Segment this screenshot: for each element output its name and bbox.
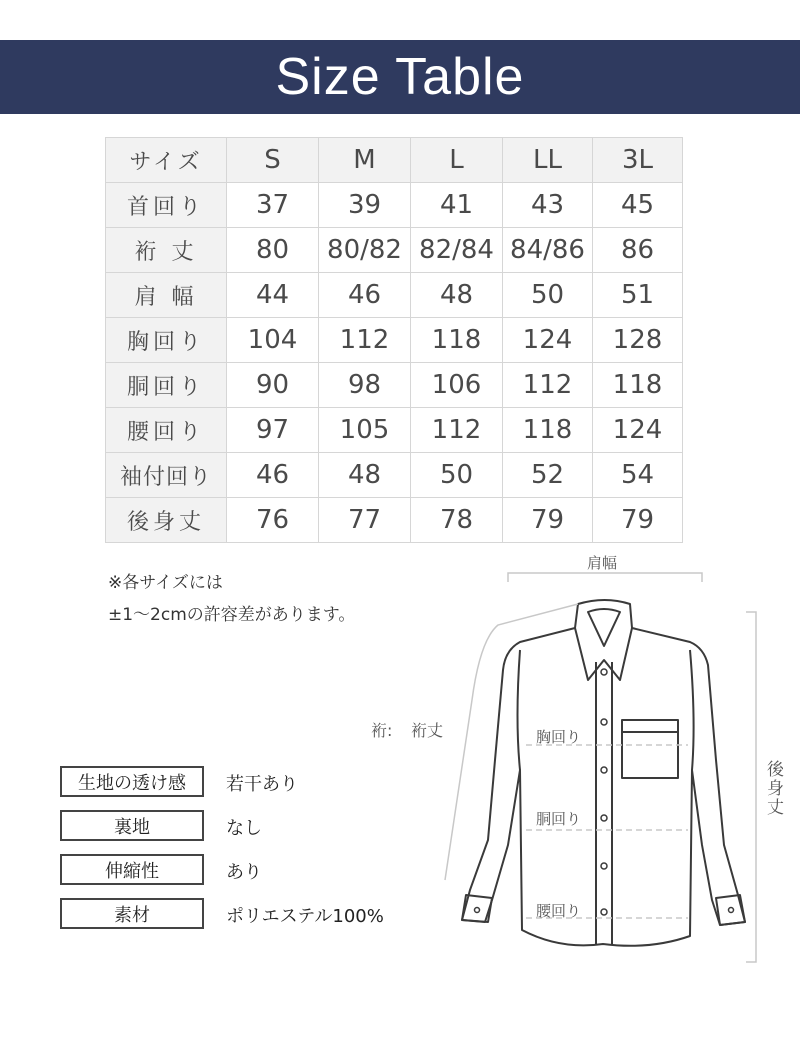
- spec-value-stretch: あり: [226, 862, 262, 883]
- table-cell: 77: [319, 498, 411, 543]
- table-cell: 124: [503, 318, 593, 363]
- sleeve-label: 裄丈: [411, 721, 444, 740]
- row-label: 胴回り: [106, 363, 227, 408]
- table-cell: 45: [593, 183, 683, 228]
- table-cell: 39: [319, 183, 411, 228]
- table-cell: 50: [411, 453, 503, 498]
- back-length-guide: [746, 612, 756, 962]
- table-cell: 84/86: [503, 228, 593, 273]
- table-cell: 46: [319, 273, 411, 318]
- table-cell: 104: [227, 318, 319, 363]
- row-label: 裄 丈: [106, 228, 227, 273]
- button: [601, 909, 607, 915]
- hip-label: 腰回り: [536, 902, 582, 920]
- table-cell: 86: [593, 228, 683, 273]
- table-cell: 79: [593, 498, 683, 543]
- button: [601, 669, 607, 675]
- waist-label: 胴回り: [536, 810, 582, 828]
- shirt-pocket: [622, 720, 678, 778]
- table-header-label: サイズ: [106, 138, 227, 183]
- spec-label-lining: 裏地: [60, 810, 204, 841]
- row-label: 首回り: [106, 183, 227, 228]
- spec-label-material: 素材: [60, 898, 204, 929]
- table-cell: 112: [319, 318, 411, 363]
- table-cell: 44: [227, 273, 319, 318]
- table-cell: 112: [411, 408, 503, 453]
- size-header: S: [227, 138, 319, 183]
- table-cell: 118: [411, 318, 503, 363]
- size-header: L: [411, 138, 503, 183]
- button: [601, 767, 607, 773]
- button: [729, 908, 734, 913]
- size-header: 3L: [593, 138, 683, 183]
- table-cell: 90: [227, 363, 319, 408]
- tolerance-note-line1: ※各サイズには: [108, 573, 223, 593]
- shirt-collar: [575, 600, 632, 680]
- table-cell: 80/82: [319, 228, 411, 273]
- table-cell: 118: [593, 363, 683, 408]
- table-cell: 98: [319, 363, 411, 408]
- button: [601, 815, 607, 821]
- table-cell: 78: [411, 498, 503, 543]
- shoulder-guide: [508, 573, 702, 582]
- table-cell: 76: [227, 498, 319, 543]
- table-cell: 52: [503, 453, 593, 498]
- row-label: 肩 幅: [106, 273, 227, 318]
- table-cell: 37: [227, 183, 319, 228]
- spec-value-transparency: 若干あり: [226, 774, 298, 795]
- table-cell: 82/84: [411, 228, 503, 273]
- table-cell: 46: [227, 453, 319, 498]
- button: [475, 908, 480, 913]
- table-cell: 43: [503, 183, 593, 228]
- button: [601, 719, 607, 725]
- table-cell: 54: [593, 453, 683, 498]
- table-cell: 80: [227, 228, 319, 273]
- table-cell: 124: [593, 408, 683, 453]
- table-cell: 112: [503, 363, 593, 408]
- spec-value-lining: なし: [226, 818, 262, 839]
- page-title: Size Table: [275, 48, 525, 106]
- chest-label: 胸回り: [536, 728, 582, 746]
- back-length-label: 後身丈: [763, 760, 783, 817]
- table-cell: 48: [319, 453, 411, 498]
- shoulder-label: 肩幅: [587, 554, 618, 572]
- spec-value-material: ポリエステル100%: [226, 906, 384, 927]
- table-cell: 50: [503, 273, 593, 318]
- spec-label-transparency: 生地の透け感: [60, 766, 204, 797]
- table-cell: 79: [503, 498, 593, 543]
- table-cell: 48: [411, 273, 503, 318]
- button: [601, 863, 607, 869]
- table-cell: 105: [319, 408, 411, 453]
- size-header: LL: [503, 138, 593, 183]
- table-cell: 128: [593, 318, 683, 363]
- table-cell: 106: [411, 363, 503, 408]
- row-label: 腰回り: [106, 408, 227, 453]
- tolerance-note-line2: ±1～2cmの許容差があります。: [108, 605, 356, 625]
- sleeve-prefix-label: 裄:: [371, 721, 393, 740]
- table-cell: 97: [227, 408, 319, 453]
- row-label: 後身丈: [106, 498, 227, 543]
- size-header: M: [319, 138, 411, 183]
- spec-label-stretch: 伸縮性: [60, 854, 204, 885]
- row-label: 袖付回り: [106, 453, 227, 498]
- table-cell: 118: [503, 408, 593, 453]
- table-cell: 41: [411, 183, 503, 228]
- table-cell: 51: [593, 273, 683, 318]
- row-label: 胸回り: [106, 318, 227, 363]
